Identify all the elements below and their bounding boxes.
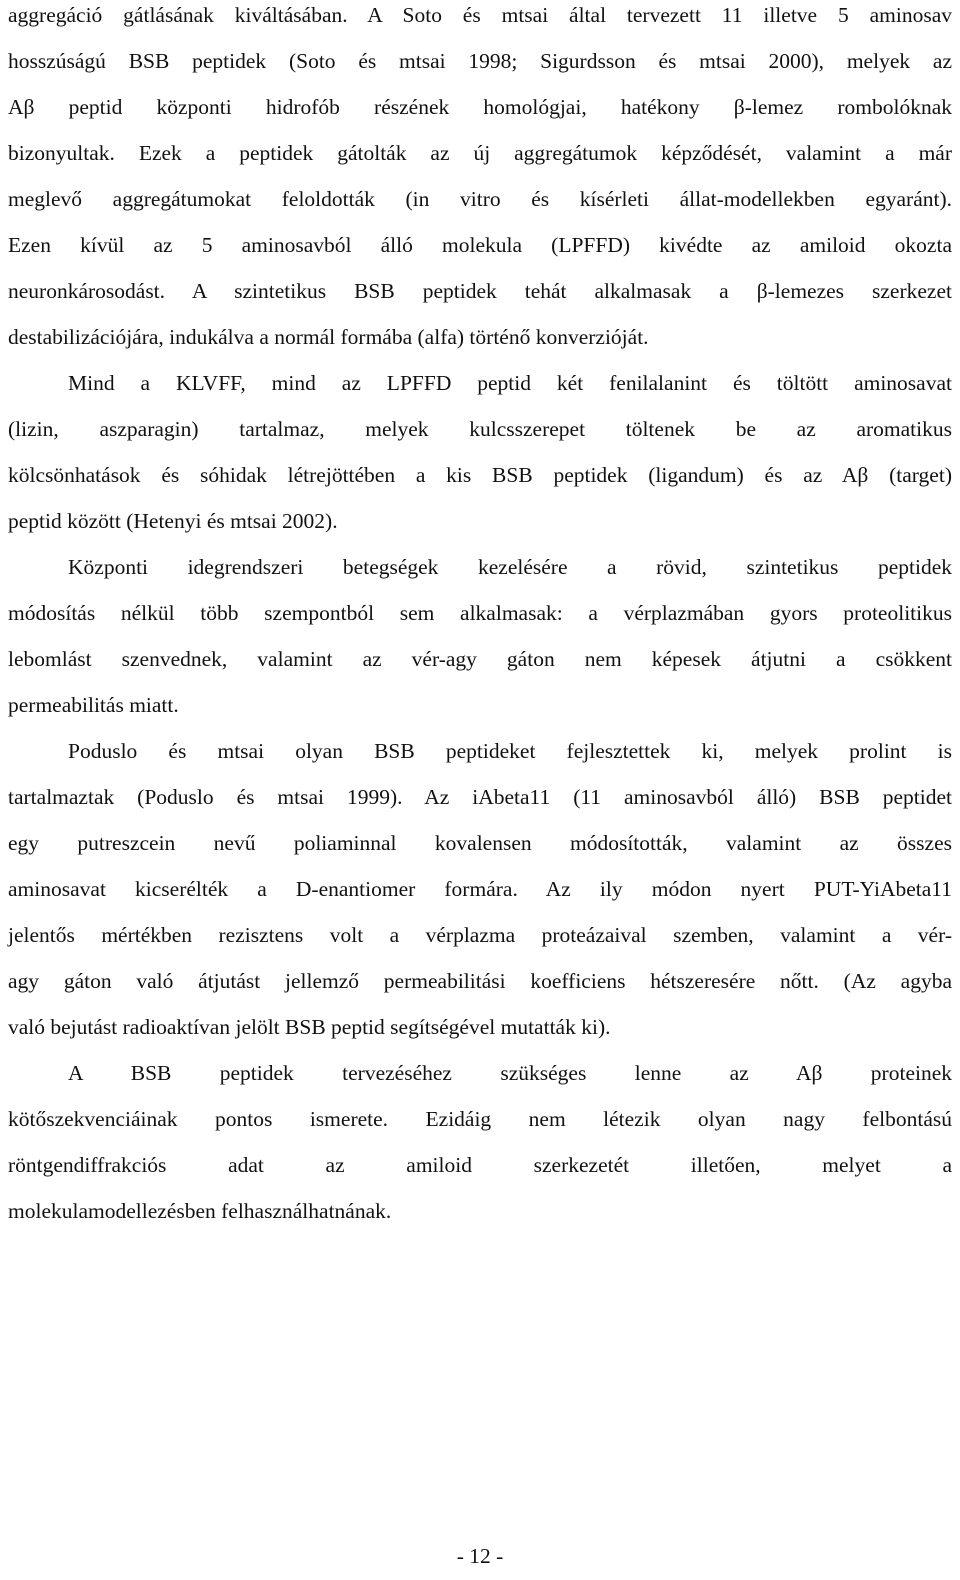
- text-line: destabilizációjára, indukálva a normál formába (alfa) történő konverzióját.: [8, 325, 649, 349]
- paragraph-first-line: Központi idegrendszeri betegségek kezelésére a rövid, szintetikus peptidek: [68, 555, 952, 579]
- text-line: bizonyultak. Ezek a peptidek gátolták az új aggregátumok képződését, valamint a már: [8, 141, 952, 165]
- text-line: aggregáció gátlásának kiváltásában. A Soto és mtsai által tervezett 11 illetve 5 aminosav: [8, 3, 952, 27]
- text-line: peptid között (Hetenyi és mtsai 2002).: [8, 509, 338, 533]
- text-line: meglevő aggregátumokat feloldották (in vitro és kísérleti állat-modellekben egyaránt).: [8, 187, 952, 211]
- paragraph-first-line: Poduslo és mtsai olyan BSB peptideket fejlesztettek ki, melyek prolint is: [68, 739, 952, 763]
- text-line: neuronkárosodást. A szintetikus BSB peptidek tehát alkalmasak a β-lemezes szerkezet: [8, 279, 952, 303]
- text-line: hosszúságú BSB peptidek (Soto és mtsai 1998; Sigurdsson és mtsai 2000), melyek az: [8, 49, 952, 73]
- text-line: tartalmaztak (Poduslo és mtsai 1999). Az iAbeta11 (11 aminosavból álló) BSB peptidet: [8, 785, 952, 809]
- paragraph-first-line: A BSB peptidek tervezéséhez szükséges lenne az Aβ proteinek: [68, 1061, 952, 1085]
- text-line: egy putreszcein nevű poliaminnal kovalensen módosították, valamint az összes: [8, 831, 952, 855]
- text-line: permeabilitás miatt.: [8, 693, 179, 717]
- text-line: kötőszekvenciáinak pontos ismerete. Ezidáig nem létezik olyan nagy felbontású: [8, 1107, 952, 1131]
- text-line: Ezen kívül az 5 aminosavból álló molekula (LPFFD) kivédte az amiloid okozta: [8, 233, 952, 257]
- text-line: való bejutást radioaktívan jelölt BSB peptid segítségével mutatták ki).: [8, 1015, 611, 1039]
- text-line: aminosavat kicserélték a D-enantiomer formára. Az ily módon nyert PUT-YiAbeta11: [8, 877, 952, 901]
- text-line: módosítás nélkül több szempontból sem alkalmasak: a vérplazmában gyors proteolitikus: [8, 601, 952, 625]
- text-line: Aβ peptid központi hidrofób részének homológjai, hatékony β-lemez rombolóknak: [8, 95, 952, 119]
- page-number: - 12 -: [456, 1544, 504, 1568]
- text-line: kölcsönhatások és sóhidak létrejöttében a kis BSB peptidek (ligandum) és az Aβ (target): [8, 463, 952, 487]
- text-line: (lizin, aszparagin) tartalmaz, melyek kulcsszerepet töltenek be az aromatikus: [8, 417, 952, 441]
- text-line: röntgendiffrakciós adat az amiloid szerkezetét illetően, melyet a: [8, 1153, 952, 1177]
- text-line: molekulamodellezésben felhasználhatnának.: [8, 1199, 392, 1223]
- text-line: lebomlást szenvednek, valamint az vér-agy gáton nem képesek átjutni a csökkent: [8, 647, 952, 671]
- text-line: jelentős mértékben rezisztens volt a vérplazma proteázaival szemben, valamint a vér-: [8, 923, 952, 947]
- paragraph-first-line: Mind a KLVFF, mind az LPFFD peptid két fenilalanint és töltött aminosavat: [68, 371, 952, 395]
- text-line: agy gáton való átjutást jellemző permeabilitási koefficiens hétszeresére nőtt. (Az agyba: [8, 969, 952, 993]
